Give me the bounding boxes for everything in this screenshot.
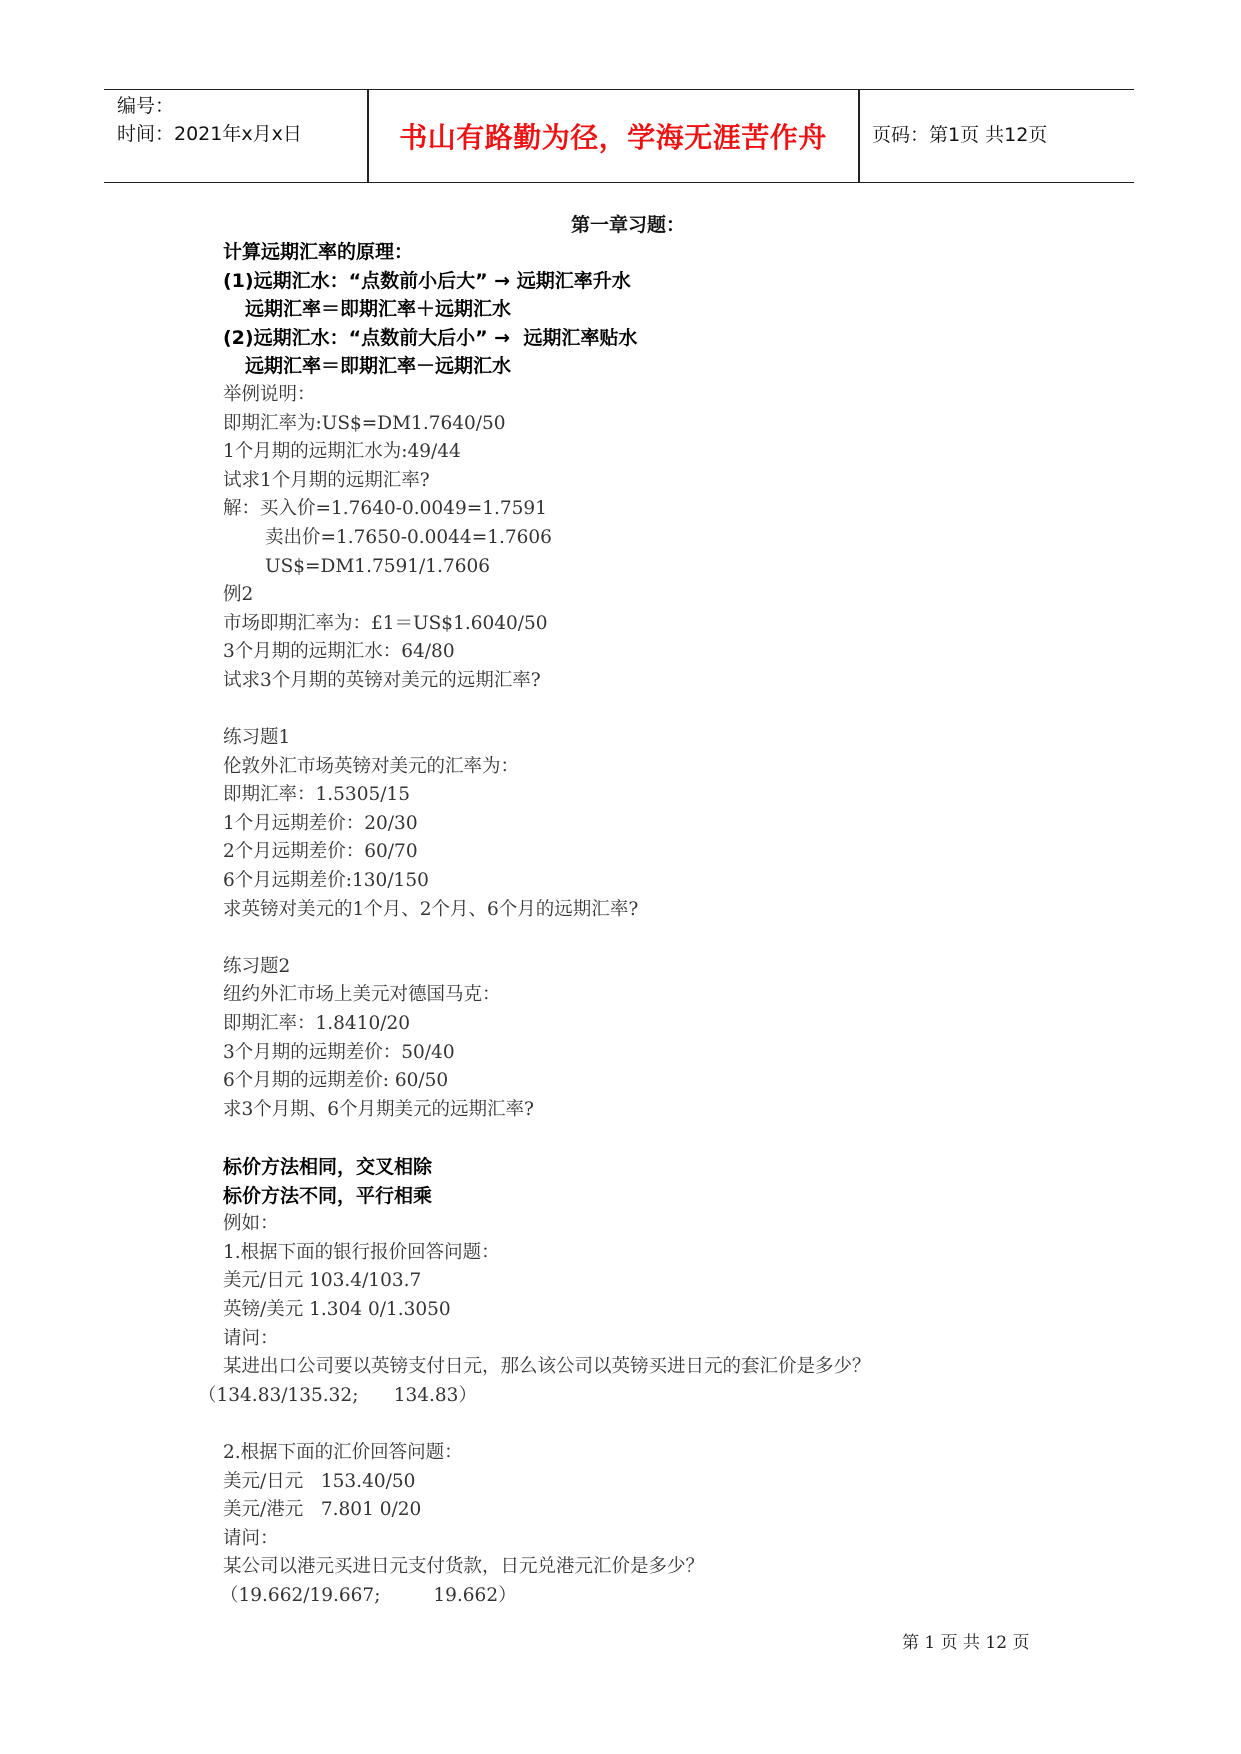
text-line: 例如： [223, 1213, 279, 1235]
text-line: 请问： [223, 1527, 279, 1549]
text-line: 纽约外汇市场上美元对德国马克： [223, 984, 501, 1006]
blank-line [223, 1410, 1123, 1439]
chapter-title: 第一章习题： [570, 214, 685, 236]
text-line: US$=DM1.7591/1.7606 [265, 555, 491, 577]
text-line: 2.根据下面的汇价回答问题： [223, 1441, 463, 1463]
document-body [198, 238, 1123, 1611]
text-line: 标价方法不同，平行相乘 [223, 1184, 433, 1207]
text-line: 市场即期汇率为：£1＝US$1.6040/50 [223, 612, 548, 634]
blank-line [223, 1124, 1123, 1153]
text-line: 练习题1 [223, 727, 291, 749]
text-line: 例2 [223, 584, 254, 606]
text-line: 英镑/美元 1.304 0/1.3050 [223, 1298, 451, 1320]
blank-line [223, 696, 1123, 725]
text-line: （19.662/19.667; 19.662） [220, 1584, 517, 1606]
text-line: 标价方法相同，交叉相除 [223, 1156, 433, 1178]
text-line: 1个月期的远期汇水为:49/44 [223, 441, 461, 463]
text-line: 请问： [223, 1327, 279, 1349]
text-line: 远期汇率＝即期汇率－远期汇水 [245, 355, 512, 378]
text-line: 求3个月期、6个月期美元的远期汇率? [223, 1098, 534, 1120]
text-line: 6个月期的远期差价: 60/50 [223, 1070, 449, 1092]
text-line: 美元/日元 153.40/50 [223, 1470, 416, 1492]
header-left-cell [117, 92, 367, 148]
text-line: 解：买入价=1.7640-0.0049=1.7591 [223, 498, 547, 520]
text-line: 2个月远期差价：60/70 [223, 841, 418, 863]
header-page-label: 页码：第1页 共12页 [872, 124, 1048, 146]
blank-line [223, 924, 1123, 953]
text-line: 3个月期的远期汇水：64/80 [223, 641, 455, 663]
text-line: 6个月远期差价:130/150 [223, 870, 429, 892]
text-line: 即期汇率为:US$=DM1.7640/50 [223, 412, 506, 434]
text-line: 试求3个月期的英镑对美元的远期汇率? [223, 669, 541, 691]
time-label: 时间：2021年x月x日 [117, 123, 302, 145]
text-line: 美元/港元 7.801 0/20 [223, 1499, 422, 1521]
text-line: 求英镑对美元的1个月、2个月、6个月的远期汇率? [223, 898, 639, 920]
text-line: 某进出口公司要以英镑支付日元，那么该公司以英镑买进日元的套汇价是多少？ [223, 1356, 871, 1378]
header-divider [858, 90, 860, 182]
text-line: 1个月远期差价：20/30 [223, 812, 418, 834]
text-line: 举例说明： [223, 383, 316, 405]
text-line: 1.根据下面的银行报价回答问题： [223, 1241, 500, 1263]
text-line: 某公司以港元买进日元支付货款，日元兑港元汇价是多少？ [223, 1556, 705, 1578]
text-line: 计算远期汇率的原理： [223, 241, 414, 263]
text-line: （134.83/135.32; 134.83） [198, 1384, 477, 1406]
header-motto: 书山有路勤为径，学海无涯苦作舟 [399, 121, 827, 154]
text-line: 3个月期的远期差价：50/40 [223, 1041, 455, 1063]
text-line: 伦敦外汇市场英镑对美元的汇率为： [223, 755, 520, 777]
text-line: (1)远期汇水：“点数前小后大” → 远期汇率升水 [223, 269, 631, 292]
text-line: 美元/日元 103.4/103.7 [223, 1270, 422, 1292]
text-line: 即期汇率：1.8410/20 [223, 1013, 411, 1035]
text-line: 远期汇率＝即期汇率＋远期汇水 [245, 298, 512, 321]
text-line: 即期汇率：1.5305/15 [223, 784, 411, 806]
text-line: (2)远期汇水：“点数前大后小” → 远期汇率贴水 [223, 326, 638, 349]
text-line: 练习题2 [223, 955, 291, 977]
number-label: 编号： [117, 95, 175, 117]
header-table [104, 89, 1134, 183]
text-line: 卖出价=1.7650-0.0044=1.7606 [265, 526, 552, 548]
page-footer: 第 1 页 共 12 页 [902, 1633, 1030, 1653]
text-line: 试求1个月期的远期汇率? [223, 469, 430, 491]
